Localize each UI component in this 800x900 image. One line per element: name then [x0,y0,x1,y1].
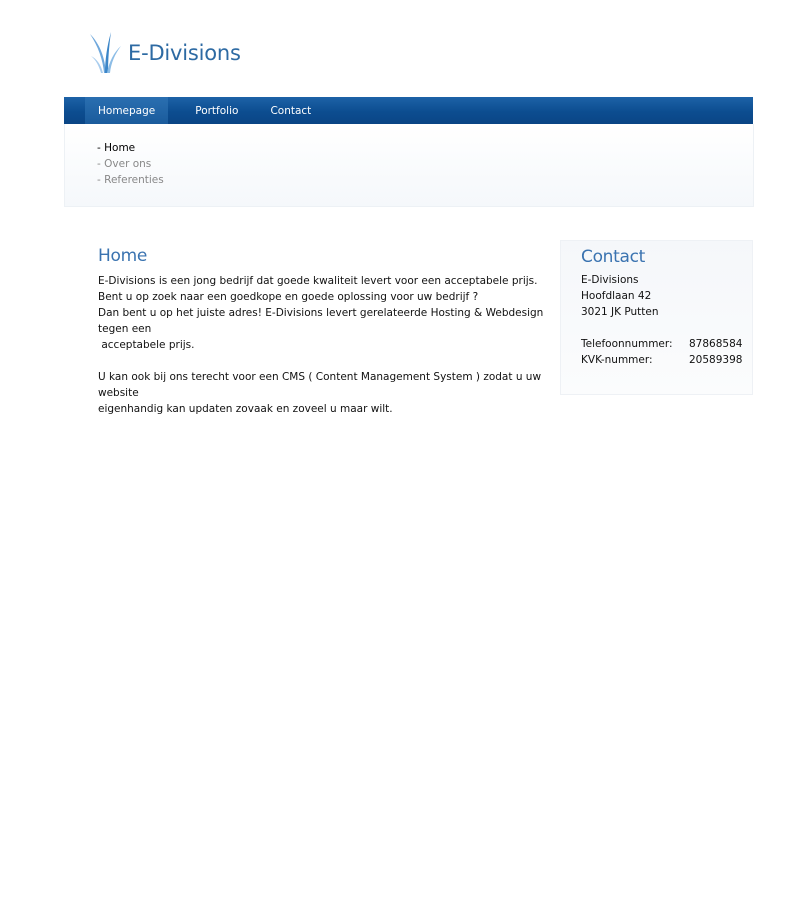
subnav-item-home[interactable]: - Home [97,142,136,154]
kvk-value: 20589398 [689,354,743,366]
contact-title: Contact [581,247,646,267]
grass-icon [88,30,122,74]
postal-city: 3021 JK Putten [581,306,659,318]
contact-sidebar [560,240,753,395]
phone-value: 87868584 [689,338,743,350]
nav-item-contact[interactable]: Contact [270,105,312,117]
subnav-item-referenties[interactable]: - Referenties [97,174,164,186]
page-title: Home [98,246,148,266]
spacer [581,320,742,336]
subnav-item-over-ons[interactable]: - Over ons [97,158,152,170]
kvk-label: KVK-nummer: [581,354,653,366]
intro-text [98,273,558,417]
paragraph-line: Dan bent u op het juiste adres! E-Divisions levert gerelateerde Hosting & Webdesign tegen een [98,307,544,335]
kvk-row [581,352,742,368]
site-logo[interactable] [88,30,241,74]
sub-navigation-panel [64,124,754,207]
contact-info [581,272,742,368]
street-address: Hoofdlaan 42 [581,290,652,302]
paragraph-line: eigenhandig kan updaten zovaak en zoveel u maar wilt. [98,403,393,415]
main-navigation [64,97,753,124]
sub-navigation [97,140,164,188]
company-name: E-Divisions [581,274,639,286]
paragraph-line: acceptabele prijs. [98,339,195,351]
nav-item-portfolio[interactable]: Portfolio [195,105,239,117]
main-content [98,246,558,417]
phone-label: Telefoonnummer: [581,338,673,350]
paragraph-line: E-Divisions is een jong bedrijf dat goede kwaliteit levert voor een acceptabele prijs. [98,275,538,287]
phone-row [581,336,742,352]
nav-item-homepage[interactable]: Homepage [85,97,168,124]
paragraph-line: Bent u op zoek naar een goedkope en goede oplossing voor uw bedrijf ? [98,291,479,303]
paragraph-gap [98,353,558,369]
paragraph-line: U kan ook bij ons terecht voor een CMS ( Content Management System ) zodat u uw website [98,371,542,399]
brand-name: E-Divisions [128,41,241,65]
